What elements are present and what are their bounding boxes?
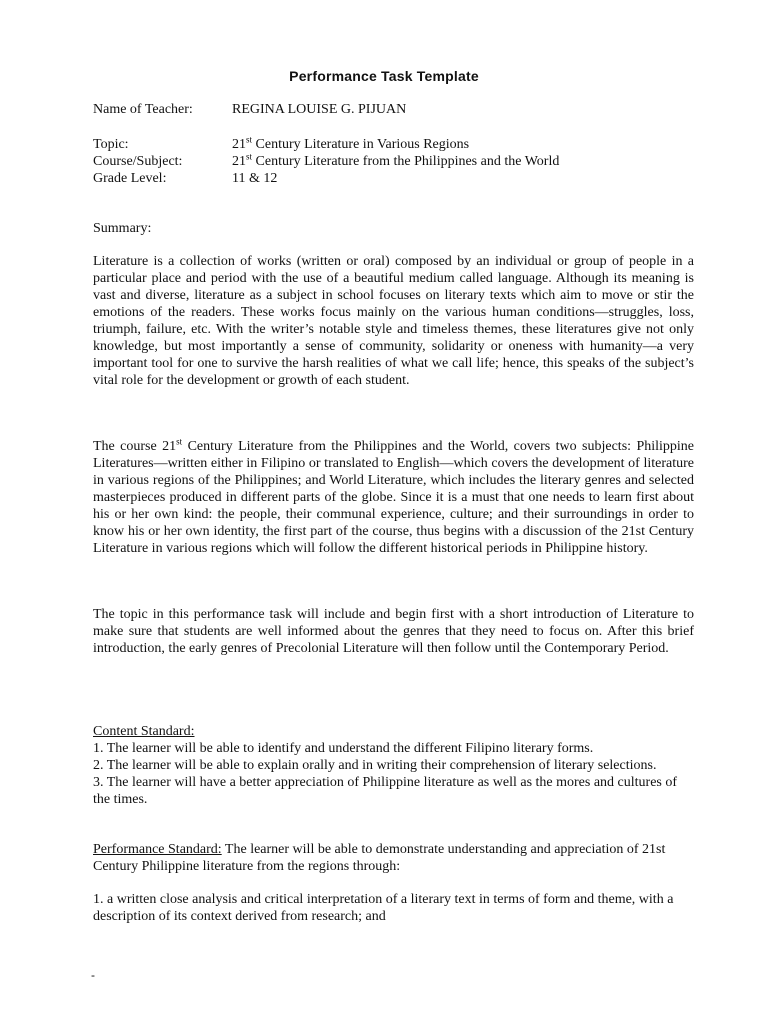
performance-standard-text: The learner will be able to demonstrate understanding and appreciation of 21st Century Philippine literature from the regions through:: [93, 842, 666, 874]
performance-standard-section: [93, 841, 694, 875]
topic-value-num: 21: [232, 137, 246, 152]
course-value-sup: st: [246, 151, 253, 162]
page-title: Performance Task Template: [289, 68, 479, 84]
topic-label: Topic:: [93, 137, 129, 152]
summary-label: Summary:: [93, 221, 152, 236]
performance-item-1: [93, 891, 694, 925]
paragraph-text: Literature is a collection of works (written or oral) composed by an individual or group of people in a particular place and period with the use of a beautiful medium called language. Although its meaning is vast and diverse, literature as a subject in school focuses on literary texts which aim to move or stir the emotions of the readers. These works focus mainly on the various human conditions—struggles, loss, triumph, failure, etc. With the writer’s notable style and timeless themes, these literatures give not only knowledge, but most importantly a sense of community, solidarity or oneness with humanity—a very important tool for one to survive the harsh realities of what we call life; hence, this speaks of the subject’s vital role for the development or growth of each student.: [93, 254, 694, 388]
grade-label: Grade Level:: [93, 171, 167, 186]
summary-paragraph-2: [93, 438, 694, 557]
para2-pre: The course 21: [93, 439, 177, 454]
course-label: Course/Subject:: [93, 154, 183, 169]
content-standard-item: 2. The learner will be able to explain orally and in writing their comprehension of literary selections.: [93, 758, 657, 773]
content-standard-item: 1. The learner will be able to identify and understand the different Filipino literary forms.: [93, 741, 594, 756]
footer-mark: -: [91, 968, 95, 982]
topic-value-rest: Century Literature in Various Regions: [252, 137, 470, 152]
course-value-num: 21: [232, 154, 246, 169]
content-standard-heading: Content Standard:: [93, 724, 195, 739]
grade-value: 11 & 12: [232, 171, 278, 186]
performance-item-text: 1. a written close analysis and critical interpretation of a literary text in terms of form and theme, with a description of its context derived from research; and: [93, 892, 674, 924]
para2-rest: Century Literature from the Philippines and the World, covers two subjects: Philippine Literatures—written either in Filipino or translated to English—which covers the development of literature in various regions of the Philippines; and World Literature, which includes the literary genres and selected masterpieces produced in different parts of the globe. Since it is a must that one needs to learn first about his or her own kind: the people, their communal experience, culture; and their surroundings in order to know his or her own identity, the first part of the course, thus begins with a discussion of the 21st Century Literature in various regions which will follow the different historical periods in Philippine history.: [93, 439, 694, 556]
summary-paragraph-3: [93, 606, 694, 657]
course-value-rest: Century Literature from the Philippines and the World: [252, 154, 560, 169]
summary-paragraph-1: [93, 253, 694, 389]
topic-value-sup: st: [246, 134, 253, 145]
content-standard-item: 3. The learner will have a better appreciation of Philippine literature as well as the mores and cultures of the times.: [93, 775, 678, 807]
para2-sup: st: [176, 436, 183, 447]
teacher-label: Name of Teacher:: [93, 102, 193, 117]
course-value: [232, 153, 559, 170]
paragraph-text: [93, 438, 694, 557]
content-standard-section: [93, 723, 694, 808]
topic-value: [232, 136, 469, 153]
teacher-value: REGINA LOUISE G. PIJUAN: [232, 102, 407, 117]
paragraph-text: The topic in this performance task will include and begin first with a short introduction of Literature to make sure that students are well informed about the genres that they need to focus on. After this brief introduction, the early genres of Precolonial Literature will then follow until the Contemporary Period.: [93, 607, 694, 656]
performance-standard-heading: Performance Standard:: [93, 842, 222, 857]
